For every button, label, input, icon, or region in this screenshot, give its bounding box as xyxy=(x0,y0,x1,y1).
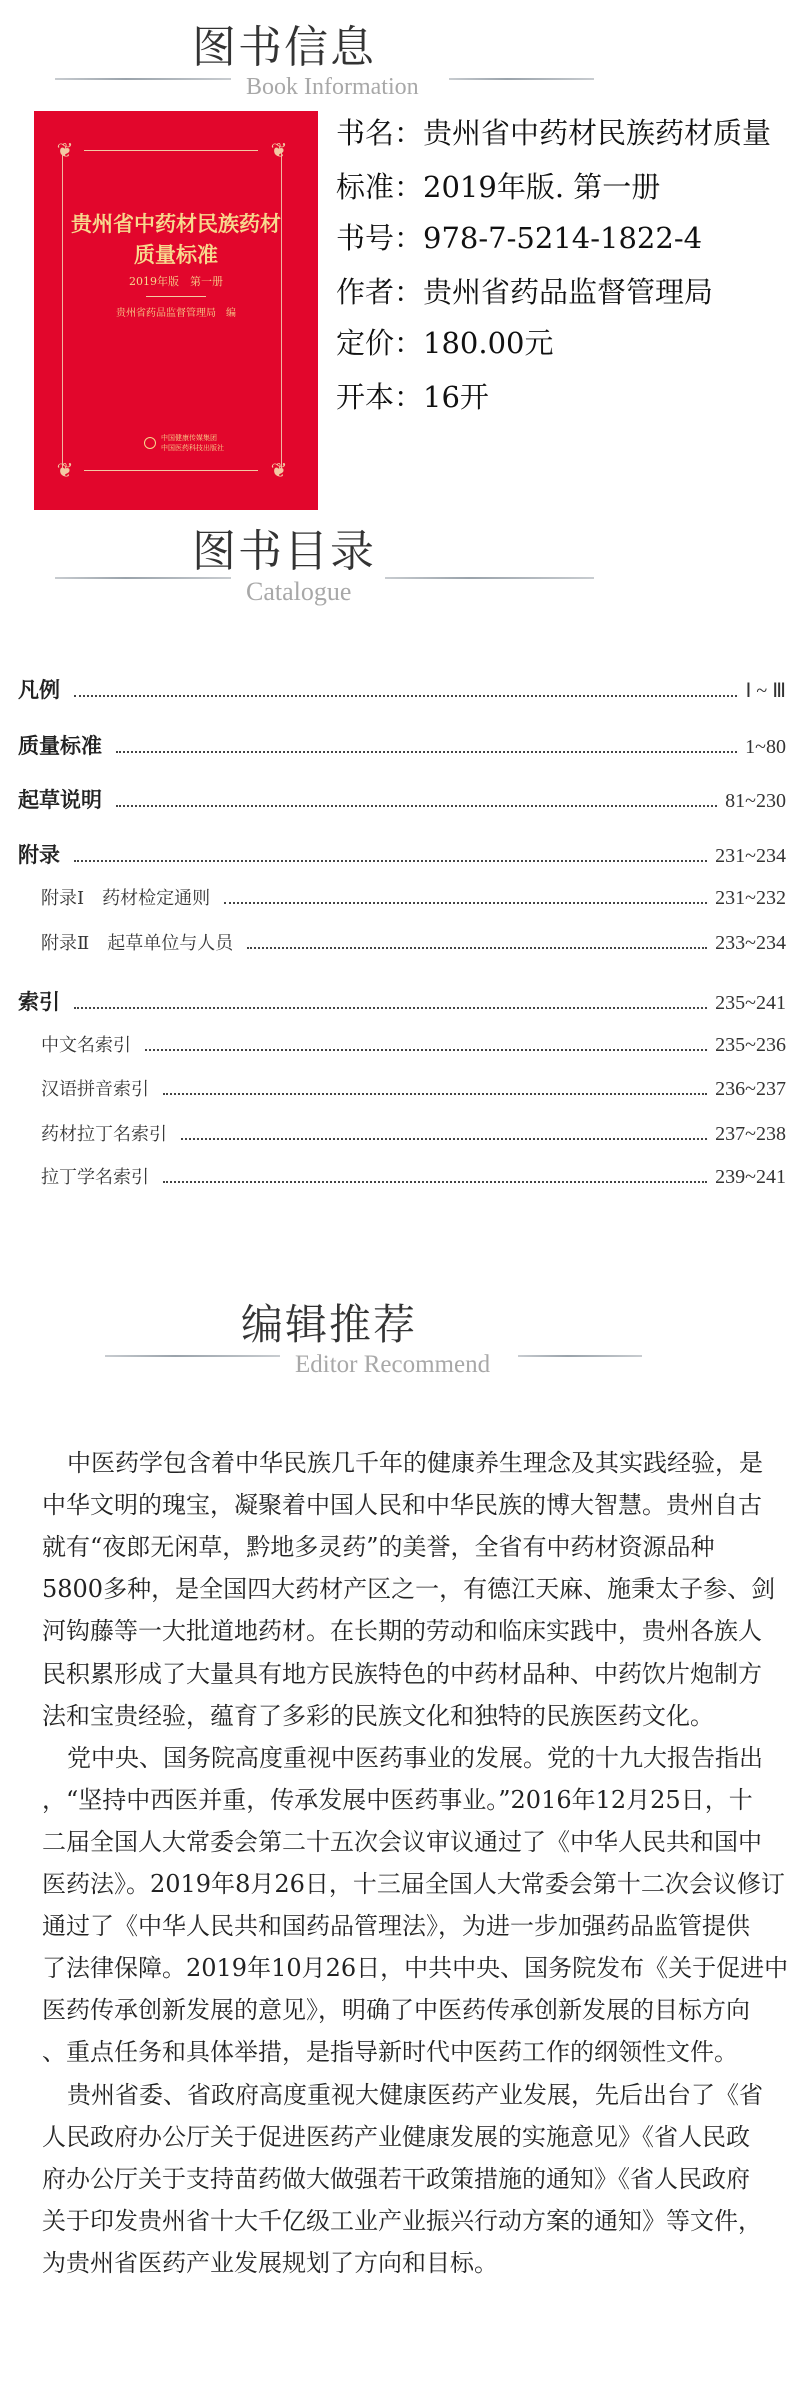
toc-item[interactable] xyxy=(18,676,786,705)
paragraph-line: ，“坚持中西医并重，传承发展中医药事业。”2016年12月25日，十 xyxy=(42,1785,753,1814)
toc-pages: 236~237 xyxy=(715,1078,786,1100)
toc-leader xyxy=(163,1181,707,1183)
info-row-format xyxy=(336,380,489,414)
toc-subitem[interactable] xyxy=(41,1031,786,1060)
toc-leader xyxy=(116,751,737,753)
info-row-price xyxy=(336,326,554,360)
paragraph-line: 就有“夜郎无闲草，黔地多灵药”的美誉，全省有中药材资源品种 xyxy=(42,1533,715,1562)
cover-title-line1: 贵州省中药材民族药材 xyxy=(71,211,281,236)
publisher-name xyxy=(161,433,224,453)
divider-right xyxy=(385,577,594,579)
toc-pages: 235~241 xyxy=(715,992,786,1014)
info-label: 书名： xyxy=(336,116,424,150)
paragraph-line: 党中央、国务院高度重视中医药事业的发展。党的十九大报告指出 xyxy=(67,1743,763,1772)
toc-leader xyxy=(163,1093,707,1095)
paragraph-line: 通过了《中华人民共和国药品管理法》，为进一步加强药品监管提供 xyxy=(42,1912,750,1941)
toc-pages: 237~238 xyxy=(715,1123,786,1145)
paragraph-line: 河钩藤等一大批道地药材。在长期的劳动和临床实践中，贵州各族人 xyxy=(42,1617,762,1646)
toc-leader xyxy=(74,1007,707,1009)
cover-divider xyxy=(146,296,206,297)
toc-label: 附录 xyxy=(18,843,60,867)
info-row-title xyxy=(336,116,771,150)
toc-label: 质量标准 xyxy=(18,734,102,758)
info-label: 定价： xyxy=(336,326,424,360)
cover-author: 贵州省药品监督管理局 编 xyxy=(116,308,236,319)
toc-pages: 233~234 xyxy=(715,932,786,954)
section-subtitle-book-info: Book Information xyxy=(246,74,419,100)
ornament-icon: ❦ xyxy=(270,458,288,482)
toc-leader xyxy=(224,902,707,904)
cover-bottom-line xyxy=(84,470,258,471)
toc-label: 附录Ⅰ 药材检定通则 xyxy=(41,888,211,909)
info-row-standard xyxy=(336,170,660,204)
info-value: 2019年版. 第一册 xyxy=(423,170,661,204)
publisher-line2: 中国医药科技出版社 xyxy=(161,444,224,452)
toc-label: 附录Ⅱ 起草单位与人员 xyxy=(41,933,234,954)
toc-subitem[interactable] xyxy=(41,929,786,958)
info-value: 180.00元 xyxy=(423,326,554,360)
toc-leader xyxy=(247,947,707,949)
publisher-logo-icon xyxy=(144,437,156,449)
divider-left xyxy=(55,577,231,579)
ornament-icon: ❦ xyxy=(56,138,74,162)
toc-leader xyxy=(74,860,707,862)
toc-leader xyxy=(145,1049,707,1051)
paragraph-line: 中医药学包含着中华民族几千年的健康养生理念及其实践经验，是 xyxy=(67,1449,763,1477)
cover-top-line xyxy=(84,150,258,151)
divider-right xyxy=(449,78,594,80)
section-subtitle-catalogue: Catalogue xyxy=(246,577,352,606)
section-title-editor: 编辑推荐 xyxy=(241,1300,418,1349)
toc-leader xyxy=(74,695,737,697)
section-subtitle-editor: Editor Recommend xyxy=(295,1351,491,1378)
toc-item[interactable] xyxy=(18,841,786,870)
toc-pages: 81~230 xyxy=(725,790,786,812)
toc-pages: 239~241 xyxy=(715,1166,786,1188)
info-value: 贵州省药品监督管理局 xyxy=(423,275,714,309)
info-label: 书号： xyxy=(336,221,424,255)
toc-subitem[interactable] xyxy=(41,1075,786,1104)
paragraph-line: 府办公厅关于支持苗药做大做强若干政策措施的通知》《省人民政府 xyxy=(42,2164,750,2193)
toc-label: 拉丁学名索引 xyxy=(41,1167,149,1188)
publisher-line1: 中国健康传媒集团 xyxy=(161,434,217,442)
divider-left xyxy=(105,1355,280,1357)
toc-subitem[interactable] xyxy=(41,884,786,913)
toc-pages: Ⅰ ~ Ⅲ xyxy=(745,680,786,702)
divider-right xyxy=(518,1355,642,1357)
paragraph-line: 为贵州省医药产业发展规划了方向和目标。 xyxy=(42,2248,498,2277)
info-value: 贵州省中药材民族药材质量 xyxy=(423,116,772,150)
toc-pages: 231~234 xyxy=(715,845,786,867)
paragraph-line: 人民政府办公厅关于促进医药产业健康发展的实施意见》《省人民政 xyxy=(42,2122,750,2151)
toc-subitem[interactable] xyxy=(41,1163,786,1192)
paragraph-line: 法和宝贵经验，蕴育了多彩的民族文化和独特的民族医药文化。 xyxy=(42,1701,714,1730)
toc-item[interactable] xyxy=(18,988,786,1017)
paragraph-line: 关于印发贵州省十大千亿级工业产业振兴行动方案的通知》等文件， xyxy=(42,2206,762,2235)
toc-label: 起草说明 xyxy=(18,788,102,812)
toc-label: 药材拉丁名索引 xyxy=(41,1124,167,1145)
toc-item[interactable] xyxy=(18,732,786,761)
toc-subitem[interactable] xyxy=(41,1120,786,1149)
book-cover xyxy=(34,111,318,510)
info-value: 978-7-5214-1822-4 xyxy=(423,221,703,255)
paragraph-line: 二届全国人大常委会第二十五次会议审议通过了《中华人民共和国中 xyxy=(42,1827,762,1856)
paragraph-line: 医药法》。2019年8月26日，十三届全国人大常委会第十二次会议修订 xyxy=(42,1870,785,1898)
ornament-icon: ❦ xyxy=(56,458,74,482)
paragraph-line: 医药传承创新发展的意见》，明确了中医药传承创新发展的目标方向 xyxy=(42,1996,750,2025)
info-row-author xyxy=(336,275,713,309)
toc-label: 汉语拼音索引 xyxy=(41,1079,149,1100)
toc-pages: 1~80 xyxy=(745,736,786,758)
info-label: 标准： xyxy=(336,170,424,204)
cover-edition: 2019年版 第一册 xyxy=(129,275,223,288)
toc-pages: 235~236 xyxy=(715,1034,786,1056)
paragraph-line: 5800多种，是全国四大药材产区之一，有德江天麻、施秉太子参、剑 xyxy=(42,1575,776,1604)
paragraph-line: 、重点任务和具体举措，是指导新时代中医药工作的纲领性文件。 xyxy=(42,2038,738,2067)
toc-label: 索引 xyxy=(18,990,60,1014)
info-label: 作者： xyxy=(336,275,424,309)
info-value: 16开 xyxy=(423,380,489,414)
paragraph-line: 贵州省委、省政府高度重视大健康医药产业发展，先后出台了《省 xyxy=(67,2080,763,2109)
toc-leader xyxy=(116,805,717,807)
paragraph-line: 中华文明的瑰宝，凝聚着中国人民和中华民族的博大智慧。贵州自古 xyxy=(42,1491,762,1520)
toc-leader xyxy=(181,1138,707,1140)
section-title-book-info: 图书信息 xyxy=(192,22,376,73)
toc-pages: 231~232 xyxy=(715,887,786,909)
info-label: 开本： xyxy=(336,380,424,414)
section-title-catalogue: 图书目录 xyxy=(192,526,376,577)
paragraph-line: 民积累形成了大量具有地方民族特色的中药材品种、中药饮片炮制方 xyxy=(42,1659,762,1688)
toc-item[interactable] xyxy=(18,786,786,815)
paragraph-line: 了法律保障。2019年10月26日，中共中央、国务院发布《关于促进中 xyxy=(42,1954,789,1983)
info-row-isbn xyxy=(336,221,702,255)
toc-label: 凡例 xyxy=(18,678,60,702)
ornament-icon: ❦ xyxy=(270,138,288,162)
cover-title-line2: 质量标准 xyxy=(134,242,218,267)
divider-left xyxy=(55,78,231,80)
toc-label: 中文名索引 xyxy=(41,1035,131,1056)
